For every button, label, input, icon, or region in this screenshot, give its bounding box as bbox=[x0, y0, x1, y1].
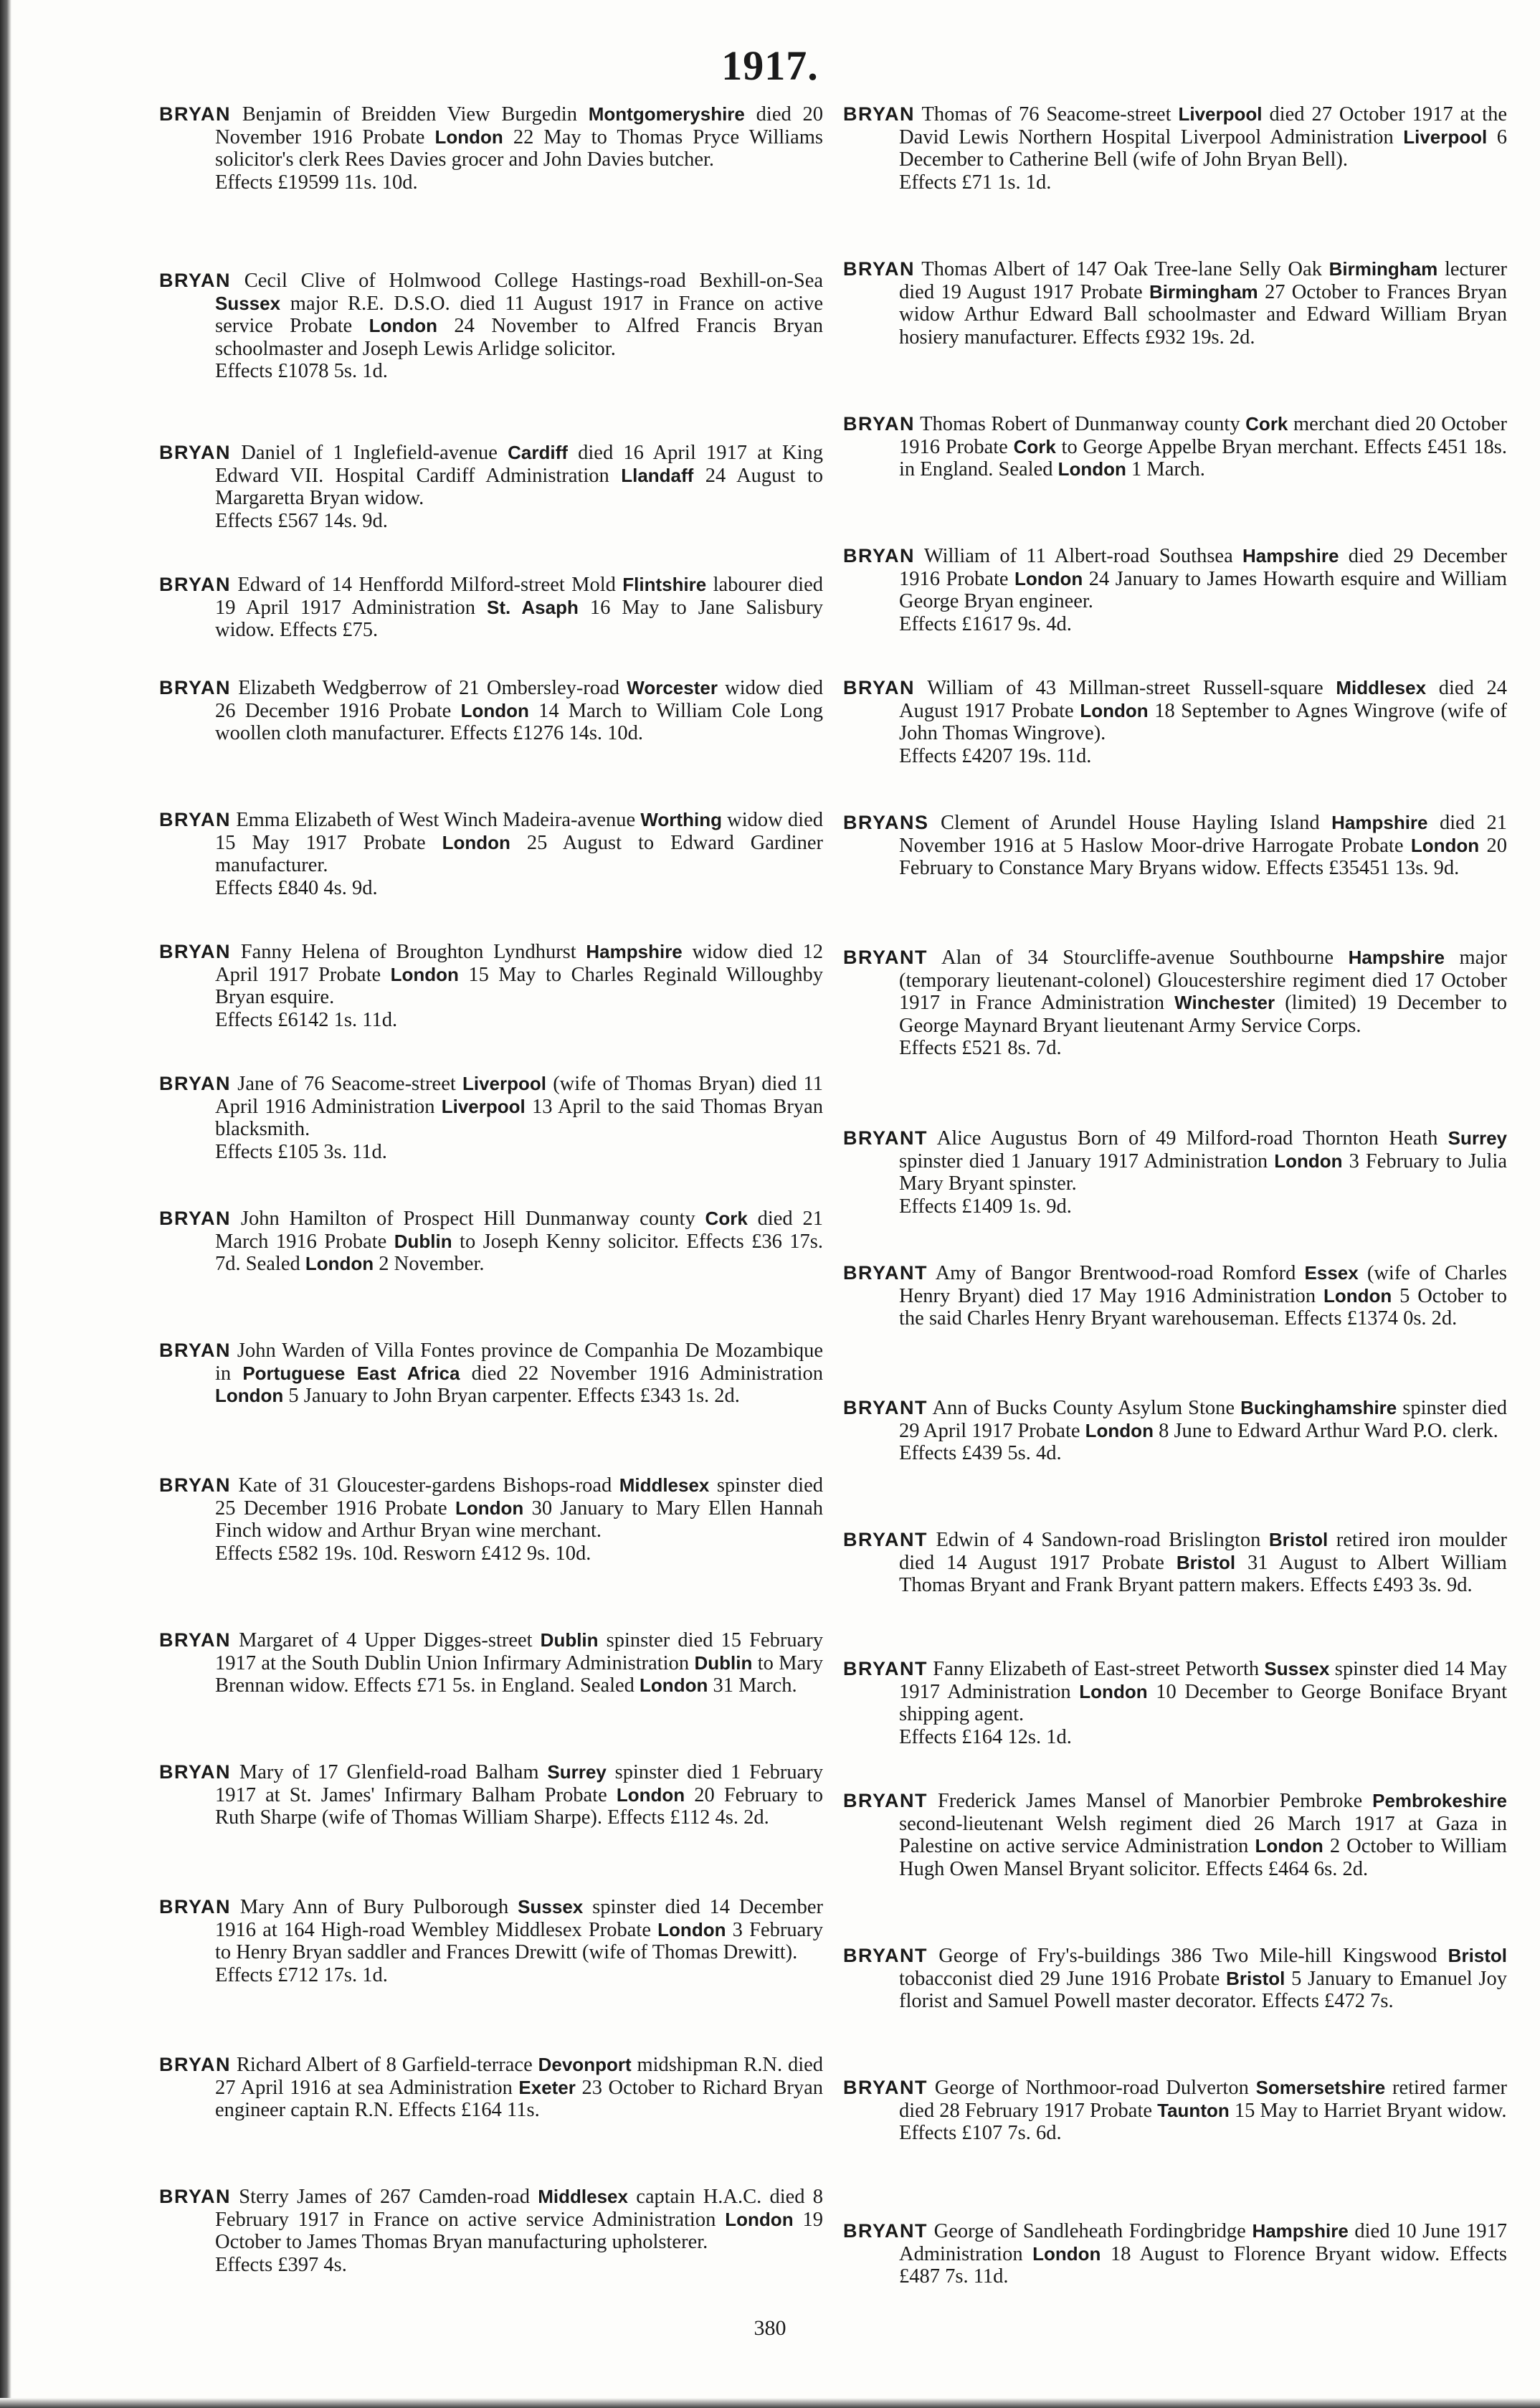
entry-surname: BRYANT bbox=[843, 1262, 928, 1284]
entry-text: Frederick James Mansel of Manorbier Pembroke bbox=[937, 1790, 1373, 1812]
probate-entry bbox=[843, 258, 1507, 349]
probate-entry bbox=[843, 1127, 1507, 1218]
entry-place-name: London bbox=[369, 315, 437, 336]
entry-place-name: Bristol bbox=[1226, 1967, 1285, 1989]
entry-text: retired iron moulder died 14 August 1917 Probate bbox=[899, 1529, 1507, 1574]
entry-surname: BRYANT bbox=[843, 1397, 928, 1418]
entry-text: Jane of 76 Seacome-street bbox=[237, 1073, 462, 1095]
entry-surname: BRYAN bbox=[159, 574, 232, 595]
probate-entry bbox=[159, 2054, 823, 2122]
entry-surname: BRYAN bbox=[159, 2186, 232, 2207]
entry-text: merchant died 20 October 1916 Probate bbox=[899, 413, 1507, 458]
probate-entry bbox=[843, 1945, 1507, 2013]
entry-text: 15 May to Charles Reginald Willoughby Bryan esquire. bbox=[215, 963, 823, 1008]
probate-entry bbox=[159, 1474, 823, 1565]
entry-place-name: Cork bbox=[705, 1208, 748, 1229]
probate-entry bbox=[843, 1262, 1507, 1330]
entry-place-name: Hampshire bbox=[1348, 947, 1445, 968]
entry-text: George of Sandleheath Fordingbridge bbox=[933, 2220, 1253, 2242]
entry-effects: Effects £521 8s. 7d. bbox=[899, 1037, 1062, 1059]
entry-text: 14 March to William Cole Long woollen cloth manufacturer. Effects £1276 14s. 10d. bbox=[215, 699, 823, 744]
probate-entry bbox=[159, 2186, 823, 2276]
entry-text: 23 October to Richard Bryan engineer captain R.N. Effects £164 11s. bbox=[215, 2076, 824, 2121]
entry-surname: BRYANT bbox=[843, 947, 928, 968]
entry-text: widow died 15 May 1917 Probate bbox=[215, 809, 824, 854]
entry-surname: BRYAN bbox=[843, 677, 916, 698]
entry-text: 5 January to Emanuel Joy florist and Samuel Powell master decorator. Effects £472 7s. bbox=[899, 1967, 1507, 2012]
entry-text: 25 August to Edward Gardiner manufacturer. bbox=[215, 831, 823, 876]
entry-surname: BRYAN bbox=[159, 809, 232, 830]
probate-entry bbox=[843, 103, 1507, 194]
entry-text: Elizabeth Wedgberrow of 21 Ombersley-road bbox=[238, 677, 627, 699]
entry-place-name: Llandaff bbox=[621, 464, 694, 486]
entry-text: (wife of Thomas Bryan) died 11 April 1916 Administration bbox=[215, 1073, 824, 1118]
entry-text: 16 May to Jane Salisbury widow. Effects £75. bbox=[215, 596, 823, 641]
entry-text: 31 August to Albert William Thomas Bryant and Frank Bryant pattern makers. Effects £493 3s. 9d. bbox=[899, 1551, 1507, 1596]
entry-text: Mary Ann of Bury Pulborough bbox=[239, 1896, 518, 1918]
entry-text: Fanny Elizabeth of East-street Petworth bbox=[933, 1658, 1265, 1680]
entry-text: Clement of Arundel House Hayling Island bbox=[940, 812, 1332, 834]
entry-text: to Joseph Kenny solicitor. Effects £36 17s. 7d. Sealed bbox=[215, 1230, 823, 1275]
entry-place-name: Montgomeryshire bbox=[588, 103, 745, 125]
probate-entry bbox=[843, 1529, 1507, 1597]
entry-effects: Effects £397 4s. bbox=[215, 2253, 347, 2276]
entry-text: to Mary Brennan widow. Effects £71 5s. in England. Sealed bbox=[215, 1651, 823, 1697]
entry-place-name: London bbox=[460, 699, 529, 721]
entry-place-name: Liverpool bbox=[462, 1073, 546, 1094]
entry-surname: BRYANT bbox=[843, 2077, 928, 2098]
entry-text: Daniel of 1 Inglefield-avenue bbox=[241, 442, 508, 464]
probate-entry bbox=[159, 1208, 823, 1276]
entry-place-name: Sussex bbox=[215, 292, 281, 314]
entry-surname: BRYAN bbox=[159, 1761, 232, 1783]
entry-place-name: London bbox=[442, 831, 510, 853]
entry-text: 31 March. bbox=[708, 1674, 797, 1697]
entry-surname: BRYAN bbox=[843, 258, 916, 280]
entry-text: William of 11 Albert-road Southsea bbox=[923, 545, 1243, 567]
entry-text: 2 October to William Hugh Owen Mansel Bryant solicitor. Effects £464 6s. 2d. bbox=[899, 1835, 1507, 1880]
entry-text: to George Appelbe Bryan merchant. Effects £451 18s. in England. Sealed bbox=[899, 435, 1508, 480]
entry-place-name: Hampshire bbox=[586, 941, 683, 962]
entry-surname: BRYANS bbox=[843, 812, 929, 833]
entry-place-name: Surrey bbox=[1448, 1127, 1507, 1149]
entry-effects: Effects £712 17s. 1d. bbox=[215, 1963, 388, 1986]
entry-place-name: Liverpool bbox=[441, 1095, 526, 1117]
entry-place-name: London bbox=[390, 963, 459, 985]
entry-surname: BRYAN bbox=[159, 103, 232, 125]
entry-text: spinster died 1 January 1917 Administration bbox=[899, 1150, 1275, 1172]
probate-entry bbox=[843, 545, 1507, 635]
entry-place-name: Winchester bbox=[1174, 992, 1275, 1013]
entry-text: Mary of 17 Glenfield-road Balham bbox=[239, 1761, 548, 1783]
entry-place-name: Exeter bbox=[518, 2076, 576, 2098]
entry-text: died 20 November 1916 Probate bbox=[215, 103, 823, 148]
entry-surname: BRYAN bbox=[843, 413, 916, 435]
probate-entry bbox=[843, 2077, 1507, 2145]
probate-entry bbox=[159, 809, 823, 899]
entry-place-name: Devonport bbox=[538, 2054, 632, 2075]
page-number: 380 bbox=[754, 2316, 786, 2340]
entry-place-name: London bbox=[434, 125, 503, 148]
probate-entry bbox=[843, 1790, 1507, 1880]
entry-text: 22 May to Thomas Pryce Williams solicitor's clerk Rees Davies grocer and John Davies butcher. bbox=[215, 125, 823, 171]
entry-surname: BRYAN bbox=[159, 270, 232, 291]
entry-text: retired farmer died 28 February 1917 Probate bbox=[899, 2077, 1507, 2122]
entry-effects: Effects £1078 5s. 1d. bbox=[215, 360, 388, 382]
entry-surname: BRYAN bbox=[159, 1474, 232, 1496]
entry-place-name: Pembrokeshire bbox=[1372, 1790, 1507, 1811]
probate-entry bbox=[843, 413, 1507, 481]
entry-place-name: London bbox=[616, 1783, 685, 1806]
entry-text: 15 May to Harriet Bryant widow. bbox=[1229, 2099, 1507, 2122]
entry-place-name: Dublin bbox=[394, 1230, 452, 1252]
entry-effects: Effects £107 7s. 6d. bbox=[899, 2122, 1062, 2144]
entry-place-name: Bristol bbox=[1268, 1529, 1329, 1550]
entry-effects: Effects £1409 1s. 9d. bbox=[899, 1195, 1072, 1218]
entry-text: Emma Elizabeth of West Winch Madeira-avenue bbox=[236, 809, 641, 831]
entry-text: 24 January to James Howarth esquire and William George Bryan engineer. bbox=[899, 567, 1507, 612]
entry-place-name: Liverpool bbox=[1178, 103, 1263, 125]
entry-text: 3 February to Henry Bryan saddler and Frances Drewitt (wife of Thomas Drewitt). bbox=[215, 1918, 823, 1963]
entry-text: 27 October to Frances Bryan widow Arthur Edward Ball schoolmaster and Edward William Bryan hosiery manufacturer. Effects £932 19s. 2d. bbox=[899, 280, 1507, 349]
entry-text: Amy of Bangor Brentwood-road Romford bbox=[935, 1262, 1305, 1284]
book-spine-shadow bbox=[0, 0, 11, 2408]
probate-entry bbox=[159, 574, 823, 642]
entry-text: second-lieutenant Welsh regiment died 26 March 1917 at Gaza in Palestine on active service Administration bbox=[899, 1812, 1507, 1857]
entry-place-name: London bbox=[1255, 1835, 1323, 1857]
probate-entry bbox=[843, 677, 1507, 767]
entry-text: major (temporary lieutenant-colonel) Gloucestershire regiment died 17 October 1917 in France Administration bbox=[899, 947, 1507, 1014]
entry-place-name: Birmingham bbox=[1149, 280, 1258, 303]
entry-surname: BRYAN bbox=[159, 1896, 232, 1918]
page-year-heading: 1917. bbox=[721, 42, 819, 89]
entry-text: 13 April to the said Thomas Bryan blacksmith. bbox=[215, 1095, 823, 1140]
entry-text: Alice Augustus Born of 49 Milford-road Thornton Heath bbox=[936, 1127, 1448, 1150]
entry-text: died 21 March 1916 Probate bbox=[215, 1208, 824, 1253]
entry-text: Benjamin of Breidden View Burgedin bbox=[242, 103, 589, 125]
entry-effects: Effects £1617 9s. 4d. bbox=[899, 612, 1072, 635]
entry-text: Thomas Robert of Dunmanway county bbox=[920, 413, 1246, 435]
entry-text: spinster died 15 February 1917 at the South Dublin Union Infirmary Administration bbox=[215, 1629, 824, 1674]
entry-text: Thomas Albert of 147 Oak Tree-lane Selly Oak bbox=[921, 258, 1329, 280]
entry-surname: BRYANT bbox=[843, 1127, 928, 1149]
entry-place-name: Cork bbox=[1013, 435, 1056, 458]
entry-surname: BRYAN bbox=[159, 941, 232, 962]
entry-surname: BRYAN bbox=[843, 545, 916, 567]
entry-text: 1 March. bbox=[1126, 458, 1205, 480]
entry-surname: BRYAN bbox=[159, 1340, 232, 1361]
probate-entry bbox=[843, 1397, 1507, 1465]
entry-effects: Effects £439 5s. 4d. bbox=[899, 1442, 1062, 1464]
entry-surname: BRYANT bbox=[843, 1945, 928, 1966]
entry-text: spinster died 14 May 1917 Administration bbox=[899, 1658, 1507, 1703]
entry-text: widow died 12 April 1917 Probate bbox=[215, 941, 824, 986]
entry-effects: Effects £840 4s. 9d. bbox=[215, 876, 378, 899]
entry-text: Alan of 34 Stourcliffe-avenue Southbourne bbox=[941, 947, 1349, 969]
entry-place-name: Somersetshire bbox=[1255, 2077, 1386, 2098]
entry-text: 6 December to Catherine Bell (wife of John Bryan Bell). bbox=[899, 125, 1507, 171]
entry-text: 18 August to Florence Bryant widow. Effects £487 7s. 11d. bbox=[899, 2242, 1507, 2288]
entry-text: 10 December to George Boniface Bryant shipping agent. bbox=[899, 1680, 1507, 1725]
probate-entry bbox=[159, 1761, 823, 1829]
probate-entry bbox=[843, 1658, 1507, 1748]
entry-place-name: London bbox=[1057, 458, 1126, 480]
entry-text: 5 October to the said Charles Henry Bryant warehouseman. Effects £1374 0s. 2d. bbox=[899, 1284, 1507, 1329]
probate-entry bbox=[159, 1629, 823, 1697]
entry-place-name: London bbox=[1410, 834, 1480, 856]
entry-surname: BRYANT bbox=[843, 1529, 928, 1550]
entry-text: 19 October to James Thomas Bryan manufacturing upholsterer. bbox=[215, 2208, 824, 2253]
entry-surname: BRYAN bbox=[159, 1073, 232, 1094]
probate-entry bbox=[843, 947, 1507, 1060]
entry-text: labourer died 19 April 1917 Administration bbox=[215, 574, 823, 619]
entry-text: captain H.A.C. died 8 February 1917 in France on active service Administration bbox=[215, 2186, 823, 2231]
entry-text: spinster died 1 February 1917 at St. James' Infirmary Balham Probate bbox=[215, 1761, 824, 1806]
entry-text: died 29 December 1916 Probate bbox=[899, 545, 1507, 590]
entry-text: major R.E. D.S.O. died 11 August 1917 in France on active service Probate bbox=[215, 292, 823, 337]
entry-text: Ann of Bucks County Asylum Stone bbox=[932, 1397, 1241, 1419]
entry-place-name: Hampshire bbox=[1331, 812, 1428, 833]
entry-place-name: Taunton bbox=[1157, 2099, 1230, 2121]
entry-place-name: Surrey bbox=[547, 1761, 607, 1783]
entry-text: George of Fry's-buildings 386 Two Mile-hill Kingswood bbox=[938, 1945, 1448, 1967]
entry-place-name: Bristol bbox=[1448, 1945, 1508, 1966]
entry-text: Thomas of 76 Seacome-street bbox=[921, 103, 1179, 125]
entry-text: tobacconist died 29 June 1916 Probate bbox=[899, 1967, 1227, 1990]
entry-surname: BRYAN bbox=[159, 442, 232, 463]
probate-entry bbox=[159, 1340, 823, 1408]
entry-text: Fanny Helena of Broughton Lyndhurst bbox=[240, 941, 586, 963]
entry-effects: Effects £105 3s. 11d. bbox=[215, 1140, 387, 1163]
entry-place-name: London bbox=[1014, 567, 1083, 589]
entry-place-name: Cardiff bbox=[508, 442, 568, 463]
entry-text: died 10 June 1917 Administration bbox=[899, 2220, 1508, 2265]
entry-surname: BRYAN bbox=[159, 1629, 232, 1651]
entry-place-name: London bbox=[1274, 1150, 1343, 1172]
entry-text: (limited) 19 December to George Maynard Bryant lieutenant Army Service Corps. bbox=[899, 992, 1507, 1037]
probate-entry bbox=[843, 812, 1507, 880]
entry-surname: BRYAN bbox=[159, 677, 232, 698]
entry-text: spinster died 29 April 1917 Probate bbox=[899, 1397, 1507, 1442]
entry-text: Margaret of 4 Upper Digges-street bbox=[239, 1629, 541, 1651]
entry-surname: BRYANT bbox=[843, 2220, 928, 2242]
entry-place-name: Birmingham bbox=[1329, 258, 1438, 280]
entry-place-name: London bbox=[725, 2208, 794, 2230]
entry-text: 24 August to Margaretta Bryan widow. bbox=[215, 464, 823, 509]
entry-place-name: Buckinghamshire bbox=[1240, 1397, 1397, 1418]
entry-text: 2 November. bbox=[374, 1253, 485, 1275]
entry-place-name: London bbox=[215, 1385, 284, 1406]
entry-place-name: London bbox=[1080, 699, 1149, 721]
entry-surname: BRYAN bbox=[843, 103, 916, 125]
entry-text: John Hamilton of Prospect Hill Dunmanway county bbox=[240, 1208, 705, 1230]
probate-entry bbox=[159, 442, 823, 532]
entry-place-name: Worthing bbox=[640, 809, 722, 830]
entry-place-name: Hampshire bbox=[1252, 2220, 1349, 2242]
probate-entry bbox=[159, 1073, 823, 1163]
entry-place-name: Dublin bbox=[540, 1629, 599, 1651]
entry-text: died 16 April 1917 at King Edward VII. Hospital Cardiff Administration bbox=[215, 442, 824, 487]
entry-text: died 21 November 1916 at 5 Haslow Moor-drive Harrogate Probate bbox=[899, 812, 1507, 857]
entry-place-name: Bristol bbox=[1176, 1551, 1236, 1573]
probate-entry bbox=[159, 1896, 823, 1986]
entry-text: died 27 October 1917 at the David Lewis Northern Hospital Liverpool Administration bbox=[899, 103, 1507, 148]
probate-entry bbox=[843, 2220, 1507, 2288]
entry-place-name: Essex bbox=[1304, 1262, 1359, 1284]
entry-text: 20 February to Constance Mary Bryans widow. Effects £35451 13s. 9d. bbox=[899, 834, 1507, 879]
entry-place-name: London bbox=[640, 1674, 708, 1696]
entry-surname: BRYANT bbox=[843, 1658, 928, 1679]
entry-text: William of 43 Millman-street Russell-square bbox=[927, 677, 1336, 699]
entry-text: (wife of Charles Henry Bryant) died 17 May 1916 Administration bbox=[899, 1262, 1507, 1307]
entry-text: lecturer died 19 August 1917 Probate bbox=[899, 258, 1507, 303]
entry-place-name: London bbox=[1085, 1419, 1154, 1441]
entry-place-name: Liverpool bbox=[1403, 125, 1488, 148]
entry-place-name: Middlesex bbox=[1336, 677, 1427, 698]
entry-place-name: St. Asaph bbox=[487, 596, 579, 618]
entry-effects: Effects £19599 11s. 10d. bbox=[215, 171, 418, 194]
probate-entry bbox=[159, 270, 823, 383]
entry-place-name: London bbox=[305, 1253, 374, 1274]
entry-text: midshipman R.N. died 27 April 1916 at sea Administration bbox=[215, 2054, 824, 2099]
entry-effects: Effects £6142 1s. 11d. bbox=[215, 1008, 398, 1031]
entry-text: 3 February to Julia Mary Bryant spinster. bbox=[899, 1150, 1507, 1195]
entry-text: Sterry James of 267 Camden-road bbox=[239, 2186, 538, 2208]
entry-surname: BRYANT bbox=[843, 1790, 928, 1811]
entry-place-name: Sussex bbox=[518, 1896, 584, 1918]
entry-text: 24 November to Alfred Francis Bryan schoolmaster and Joseph Lewis Arlidge solicitor. bbox=[215, 315, 823, 360]
entry-place-name: London bbox=[455, 1497, 524, 1519]
entry-text: 8 June to Edward Arthur Ward P.O. clerk. bbox=[1153, 1419, 1498, 1442]
entry-text: spinster died 25 December 1916 Probate bbox=[215, 1474, 824, 1520]
entry-effects: Effects £567 14s. 9d. bbox=[215, 509, 388, 532]
entry-text: 20 February to Ruth Sharpe (wife of Thomas William Sharpe). Effects £112 4s. 2d. bbox=[215, 1783, 823, 1829]
entry-text: George of Northmoor-road Dulverton bbox=[934, 2077, 1256, 2099]
entry-place-name: Worcester bbox=[627, 677, 718, 698]
probate-entry bbox=[159, 941, 823, 1031]
entry-effects: Effects £164 12s. 1d. bbox=[899, 1725, 1072, 1748]
entry-place-name: London bbox=[1079, 1680, 1148, 1702]
entry-surname: BRYAN bbox=[159, 1208, 232, 1229]
entry-place-name: Hampshire bbox=[1242, 545, 1339, 567]
entry-text: Richard Albert of 8 Garfield-terrace bbox=[236, 2054, 538, 2076]
entry-text: died 22 November 1916 Administration bbox=[460, 1362, 824, 1385]
entry-place-name: Dublin bbox=[694, 1651, 753, 1674]
entry-effects: Effects £71 1s. 1d. bbox=[899, 171, 1052, 194]
entry-effects: Effects £4207 19s. 11d. bbox=[899, 744, 1092, 767]
entry-text: 30 January to Mary Ellen Hannah Finch widow and Arthur Bryan wine merchant. bbox=[215, 1497, 823, 1542]
entry-surname: BRYAN bbox=[159, 2054, 232, 2075]
entry-place-name: Sussex bbox=[1264, 1658, 1330, 1679]
entry-place-name: London bbox=[1323, 1284, 1392, 1307]
entry-text: John Warden of Villa Fontes province de Companhia De Mozambique in bbox=[215, 1340, 824, 1385]
entry-place-name: Flintshire bbox=[622, 574, 707, 595]
entry-text: widow died 26 December 1916 Probate bbox=[215, 677, 823, 722]
entry-place-name: London bbox=[657, 1918, 726, 1940]
entry-text: Edward of 14 Henffordd Milford-street Mold bbox=[237, 574, 623, 596]
entry-place-name: Middlesex bbox=[619, 1474, 710, 1496]
page-bottom-shadow bbox=[0, 2398, 1540, 2408]
entry-effects: Effects £582 19s. 10d. Resworn £412 9s. 10d. bbox=[215, 1542, 591, 1565]
entry-text: Edwin of 4 Sandown-road Brislington bbox=[936, 1529, 1269, 1551]
probate-entry bbox=[159, 103, 823, 194]
entry-text: died 24 August 1917 Probate bbox=[899, 677, 1507, 722]
entry-place-name: Portuguese East Africa bbox=[242, 1362, 460, 1384]
entry-place-name: Middlesex bbox=[538, 2186, 628, 2207]
entry-text: Kate of 31 Gloucester-gardens Bishops-road bbox=[238, 1474, 619, 1497]
entry-text: Cecil Clive of Holmwood College Hastings-road Bexhill-on-Sea bbox=[244, 270, 824, 292]
entry-text: 5 January to John Bryan carpenter. Effects £343 1s. 2d. bbox=[283, 1385, 740, 1407]
entry-text: 18 September to Agnes Wingrove (wife of John Thomas Wingrove). bbox=[899, 699, 1508, 744]
entry-place-name: Cork bbox=[1245, 413, 1288, 435]
probate-entry bbox=[159, 677, 823, 745]
entry-text: spinster died 14 December 1916 at 164 High-road Wembley Middlesex Probate bbox=[215, 1896, 823, 1941]
entry-place-name: London bbox=[1032, 2242, 1101, 2265]
